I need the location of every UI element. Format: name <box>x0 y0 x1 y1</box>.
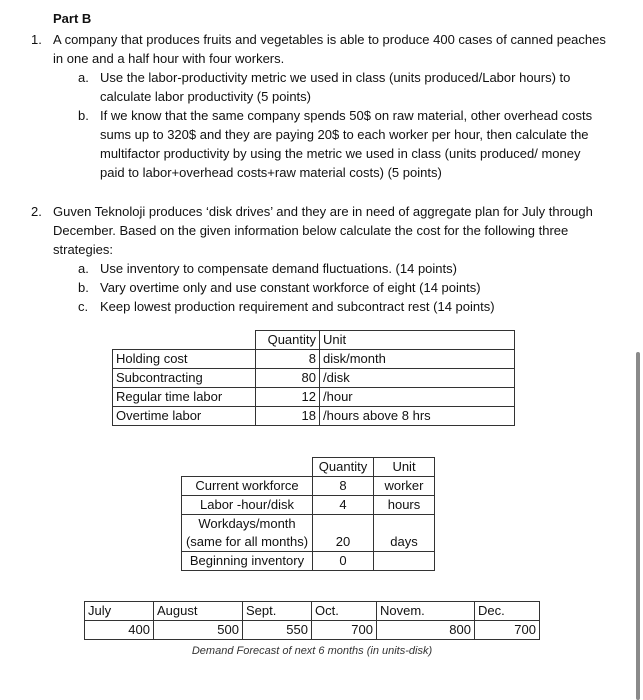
table-cell: Overtime labor <box>113 407 256 426</box>
table-cell <box>374 552 435 571</box>
demand-forecast-table <box>84 601 540 660</box>
q2-text-line2: December. Based on the given information below calculate the cost for the following three <box>53 223 569 238</box>
table-row <box>182 515 435 552</box>
month-demand: 700 <box>312 621 377 640</box>
table-cell: 12 <box>256 388 320 407</box>
table-row <box>182 496 435 515</box>
table-cell: disk/month <box>320 350 515 369</box>
table-row <box>85 640 540 661</box>
table-cell: Subcontracting <box>113 369 256 388</box>
forecast-caption: Demand Forecast of next 6 months (in units-disk) <box>191 645 433 657</box>
q1b-text-line2: sums up to 320$ and they are paying 20$ to each worker per hour, then calculate the <box>100 127 589 142</box>
q1b-text-line1: If we know that the same company spends 50$ on raw material, other overhead costs <box>100 108 593 123</box>
table-row <box>182 552 435 571</box>
table-cell: days <box>374 515 435 552</box>
table-cell: 8 <box>313 477 374 496</box>
month-name: Oct. <box>312 602 377 621</box>
table-header-cell: Unit <box>320 331 515 350</box>
q1a-text-line1: Use the labor-productivity metric we used in class (units produced/Labor hours) to <box>100 70 571 85</box>
table-cell: worker <box>374 477 435 496</box>
table-cell-line: (same for all months) <box>185 534 309 549</box>
month-demand: 500 <box>154 621 243 640</box>
q2a-text: Use inventory to compensate demand fluctuations. (14 points) <box>100 261 457 276</box>
q2-number: 2. <box>31 204 42 219</box>
table-cell: Current workforce <box>182 477 313 496</box>
table-cell: /disk <box>320 369 515 388</box>
scrollbar[interactable] <box>636 352 640 700</box>
table-row <box>113 407 515 426</box>
table-cell: 80 <box>256 369 320 388</box>
table-row <box>85 602 540 621</box>
month-name: Dec. <box>475 602 540 621</box>
table-cell: 4 <box>313 496 374 515</box>
month-name: Sept. <box>243 602 312 621</box>
table-cell: /hours above 8 hrs <box>320 407 515 426</box>
q1-number: 1. <box>31 32 42 47</box>
q2c-label: c. <box>78 299 89 314</box>
table-cell: /hour <box>320 388 515 407</box>
workforce-table <box>181 457 435 571</box>
month-name: August <box>154 602 243 621</box>
table-cell: 20 <box>313 515 374 552</box>
q2b-label: b. <box>78 280 89 295</box>
month-demand: 700 <box>475 621 540 640</box>
table-cell: Holding cost <box>113 350 256 369</box>
month-name: Novem. <box>377 602 475 621</box>
month-name: July <box>85 602 154 621</box>
table-cell: 0 <box>313 552 374 571</box>
table-row <box>85 621 540 640</box>
month-demand: 400 <box>85 621 154 640</box>
month-demand: 550 <box>243 621 312 640</box>
table-row <box>182 458 435 477</box>
table-row <box>113 369 515 388</box>
q1b-text-line3: multifactor productivity by using the metric we used in class (units produced/ money <box>100 146 581 161</box>
part-title: Part B <box>53 11 92 26</box>
table-header-cell: Quantity <box>313 458 374 477</box>
q1a-label: a. <box>78 70 89 85</box>
table-cell <box>113 331 256 350</box>
q1-text-line1: A company that produces fruits and vegetables is able to produce 400 cases of canned peaches <box>53 32 606 47</box>
table-cell-line: Workdays/month <box>198 516 296 531</box>
table-cell: Regular time labor <box>113 388 256 407</box>
cost-table <box>112 330 515 426</box>
table-cell <box>182 515 313 552</box>
table-cell <box>182 458 313 477</box>
table-row <box>113 331 515 350</box>
table-row <box>113 350 515 369</box>
q1a-text-line2: calculate labor productivity (5 points) <box>100 89 311 104</box>
table-cell: Labor -hour/disk <box>182 496 313 515</box>
table-cell: Beginning inventory <box>182 552 313 571</box>
table-row <box>182 477 435 496</box>
table-cell: 18 <box>256 407 320 426</box>
q2-text-line3: strategies: <box>53 242 113 257</box>
table-header-cell: Unit <box>374 458 435 477</box>
table-cell: hours <box>374 496 435 515</box>
q2b-text: Vary overtime only and use constant workforce of eight (14 points) <box>100 280 481 295</box>
table-row <box>113 388 515 407</box>
month-demand: 800 <box>377 621 475 640</box>
q1b-text-line4: paid to labor+overhead costs+raw material costs) (5 points) <box>100 165 442 180</box>
q2-text-line1: Guven Teknoloji produces ‘disk drives’ and they are in need of aggregate plan for July through <box>53 204 593 219</box>
q2c-text: Keep lowest production requirement and subcontract rest (14 points) <box>100 299 495 314</box>
table-cell: 8 <box>256 350 320 369</box>
q1b-label: b. <box>78 108 89 123</box>
q2a-label: a. <box>78 261 89 276</box>
q1-text-line2: in one and a half hour with four workers. <box>53 51 285 66</box>
table-header-cell: Quantity <box>256 331 320 350</box>
